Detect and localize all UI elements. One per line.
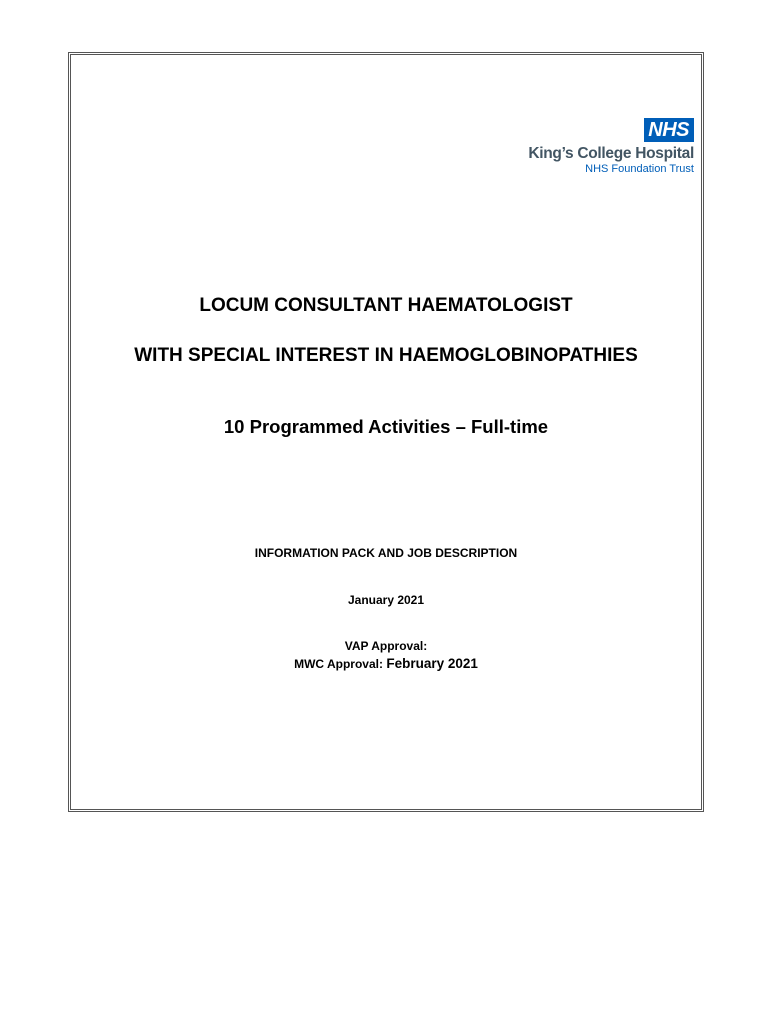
vap-approval: VAP Approval: (344, 639, 428, 653)
mwc-label: MWC Approval: (294, 657, 383, 671)
job-sessions: 10 Programmed Activities – Full-time (223, 416, 549, 437)
job-specialty: WITH SPECIAL INTEREST IN HAEMOGLOBINOPATHIES (134, 345, 638, 366)
hospital-name: King’s College Hospital (528, 145, 694, 162)
document-date: January 2021 (347, 593, 425, 607)
job-title: LOCUM CONSULTANT HAEMATOLOGIST (199, 295, 573, 316)
mwc-approval (71, 656, 701, 671)
pack-label: INFORMATION PACK AND JOB DESCRIPTION (254, 546, 518, 560)
trust-name: NHS Foundation Trust (585, 163, 694, 175)
nhs-trust-logo (519, 118, 694, 175)
mwc-date: February 2021 (386, 656, 478, 671)
nhs-badge: NHS (644, 118, 694, 142)
cover-page-frame (68, 52, 704, 812)
